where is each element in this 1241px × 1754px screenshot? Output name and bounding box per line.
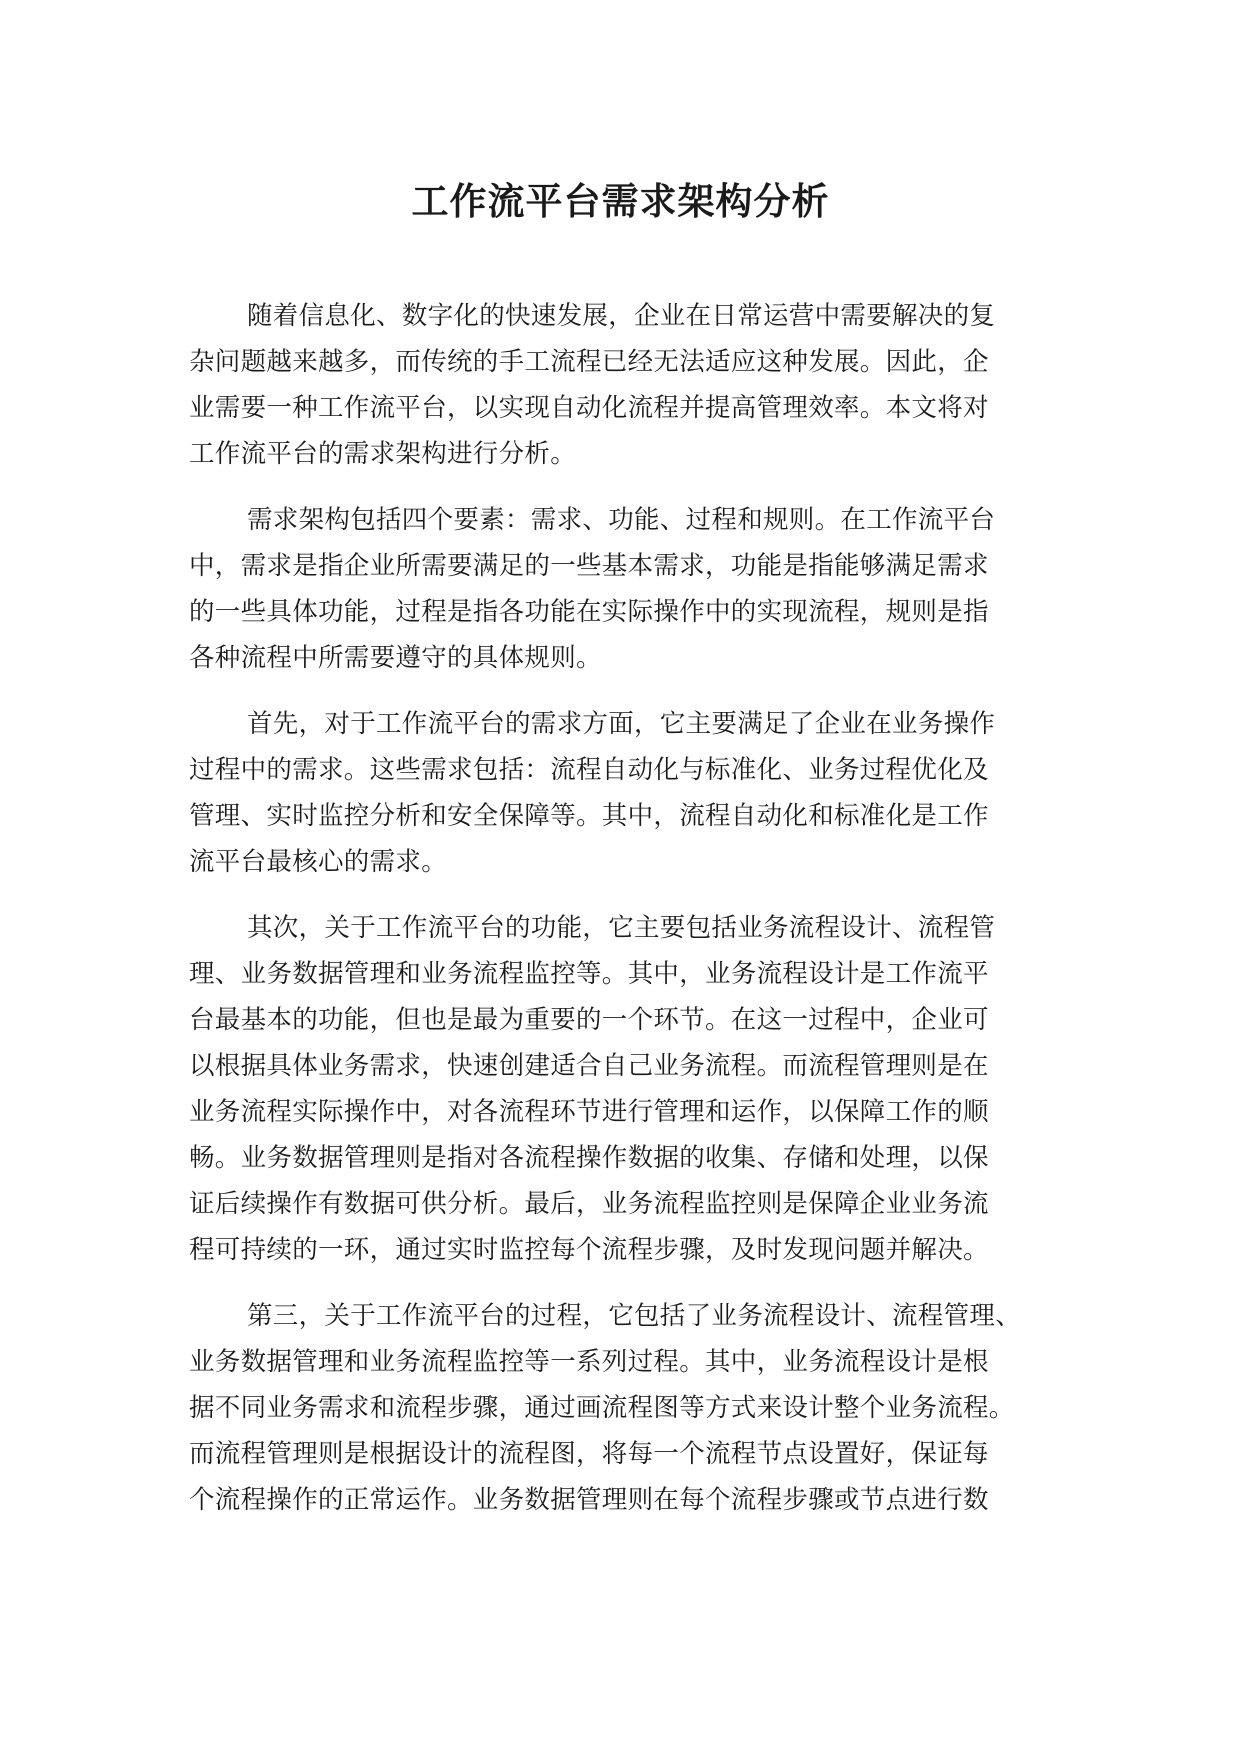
paragraph-line: 需求架构包括四个要素：需求、功能、过程和规则。在工作流平台	[247, 505, 996, 535]
paragraph-line: 个流程操作的正常运作。业务数据管理则在每个流程步骤或节点进行数	[189, 1485, 989, 1515]
paragraph-line: 以根据具体业务需求，快速创建适合自己业务流程。而流程管理则是在	[189, 1051, 989, 1081]
paragraph-line: 证后续操作有数据可供分析。最后，业务流程监控则是保障企业业务流	[189, 1189, 989, 1219]
paragraph-line: 杂问题越来越多，而传统的手工流程已经无法适应这种发展。因此，企	[189, 347, 989, 377]
document-body	[189, 293, 1049, 1543]
paragraph-line: 程可持续的一环，通过实时监控每个流程步骤，及时发现问题并解决。	[189, 1235, 989, 1265]
paragraph-line: 业需要一种工作流平台，以实现自动化流程并提高管理效率。本文将对	[189, 393, 989, 423]
paragraph-intro	[189, 293, 1049, 477]
paragraph-line: 理、业务数据管理和业务流程监控等。其中，业务流程设计是工作流平	[189, 959, 989, 989]
document-title: 工作流平台需求架构分析	[411, 180, 830, 223]
paragraph-line: 工作流平台的需求架构进行分析。	[189, 439, 577, 469]
paragraph-line: 流平台最核心的需求。	[189, 847, 448, 877]
paragraph-line: 过程中的需求。这些需求包括：流程自动化与标准化、业务过程优化及	[189, 755, 989, 785]
paragraph-line: 各种流程中所需要遵守的具体规则。	[189, 643, 602, 673]
paragraph-line: 管理、实时监控分析和安全保障等。其中，流程自动化和标准化是工作	[189, 801, 989, 831]
paragraph-line: 畅。业务数据管理则是指对各流程操作数据的收集、存储和处理，以保	[189, 1143, 989, 1173]
paragraph-line: 中，需求是指企业所需要满足的一些基本需求，功能是指能够满足需求	[189, 551, 989, 581]
paragraph-line: 据不同业务需求和流程步骤，通过画流程图等方式来设计整个业务流程。	[189, 1393, 1015, 1423]
paragraph-line: 而流程管理则是根据设计的流程图，将每一个流程节点设置好，保证每	[189, 1439, 989, 1469]
paragraph-elements	[189, 497, 1049, 681]
paragraph-process	[189, 1293, 1049, 1523]
paragraph-line: 首先，对于工作流平台的需求方面，它主要满足了企业在业务操作	[247, 709, 996, 739]
paragraph-line: 的一些具体功能，过程是指各功能在实际操作中的实现流程，规则是指	[189, 597, 989, 627]
paragraph-line: 业务数据管理和业务流程监控等一系列过程。其中，业务流程设计是根	[189, 1347, 989, 1377]
paragraph-functions	[189, 905, 1049, 1273]
paragraph-requirements	[189, 701, 1049, 885]
paragraph-line: 其次，关于工作流平台的功能，它主要包括业务流程设计、流程管	[247, 913, 996, 943]
paragraph-line: 第三，关于工作流平台的过程，它包括了业务流程设计、流程管理、	[247, 1301, 1022, 1331]
paragraph-line: 业务流程实际操作中，对各流程环节进行管理和运作，以保障工作的顺	[189, 1097, 989, 1127]
paragraph-line: 随着信息化、数字化的快速发展，企业在日常运营中需要解决的复	[247, 301, 996, 331]
paragraph-line: 台最基本的功能，但也是最为重要的一个环节。在这一过程中，企业可	[189, 1005, 989, 1035]
